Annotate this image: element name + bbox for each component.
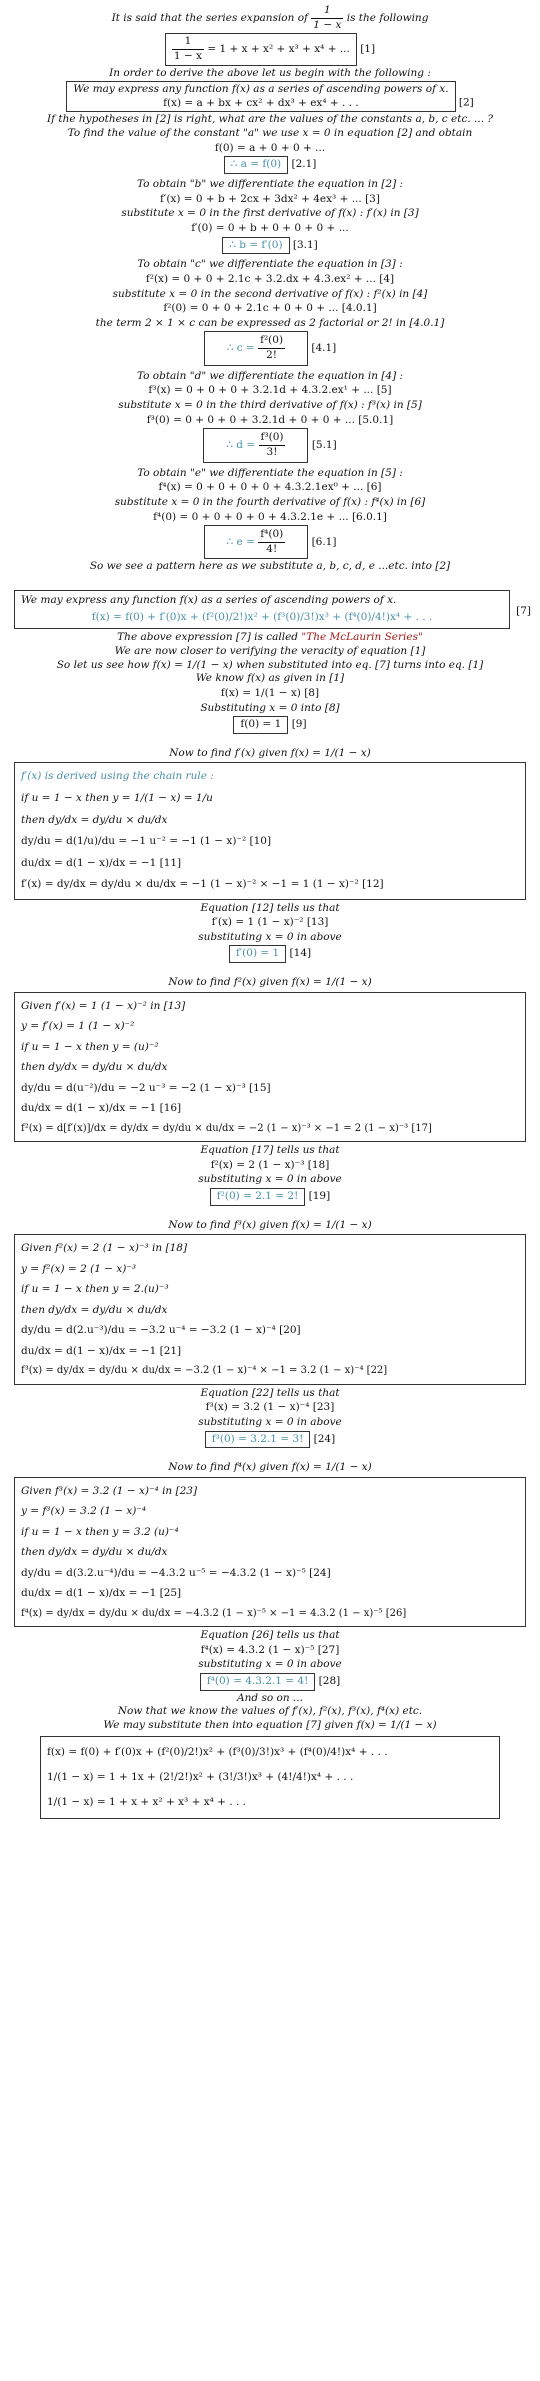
d1-b1: f′(x) is derived using the chain rule : <box>21 770 214 783</box>
e-line-1: f⁴(x) = 0 + 0 + 0 + 0 + 4.3.2.1ex⁰ + ... [6] <box>158 481 382 494</box>
frac-num: 1 <box>311 4 343 19</box>
d1-tag: [14] <box>289 947 312 960</box>
c-result-box <box>204 331 308 365</box>
d3-title: Now to find f³(x) given f(x) = 1/(1 − x) <box>168 1218 372 1231</box>
d-result-box <box>203 428 308 462</box>
c-fraction <box>258 334 285 362</box>
intro-fraction <box>311 4 343 32</box>
frac-den: 2! <box>266 349 278 362</box>
c-line-2: substitute x = 0 in the second derivative of f(x) : f²(x) in [4] <box>112 287 428 300</box>
maclaurin-title: "The McLaurin Series" <box>301 631 423 644</box>
d-line-3: f³(0) = 0 + 0 + 0 + 3.2.1d + 0 + 0 + ... [5.0.1] <box>146 413 394 426</box>
f0-box: f(0) = 1 <box>233 716 288 734</box>
frac-num: 1 <box>172 35 204 50</box>
final-l1: And so on ... <box>237 1691 303 1704</box>
d-result <box>10 428 530 462</box>
b-result <box>10 237 530 255</box>
intro-tail: is the following <box>346 12 429 25</box>
d2-b4: then dy/dx = dy/du × du/dx <box>21 1061 168 1074</box>
closer-line: We are now closer to verifying the veracity of equation [1] <box>114 644 426 657</box>
maclaurin-tag: [7] <box>516 605 531 618</box>
frac-den: 1 − x <box>173 49 202 62</box>
frac-den: 4! <box>266 542 278 555</box>
f0-result <box>10 716 530 734</box>
b-line-3: f′(0) = 0 + b + 0 + 0 + 0 + ... <box>191 221 349 234</box>
pattern-line: So we see a pattern here as we substitute a, b, c, d, e ...etc. into [2] <box>89 560 451 573</box>
called-text: The above expression [7] is called <box>117 631 299 644</box>
d3-b4: then dy/dx = dy/du × du/dx <box>21 1303 168 1316</box>
d-fraction <box>259 431 286 459</box>
d3-result-box: f³(0) = 3.2.1 = 3! <box>205 1431 311 1449</box>
d3-tag: [24] <box>313 1432 336 1445</box>
final-b1: f(x) = f(0) + f′(0)x + (f²(0)/2!)x² + (f³(0)/3!)x³ + (f⁴(0)/4!)x⁴ + . . . <box>47 1745 388 1758</box>
d4-b7: f⁴(x) = dy/dx = dy/du × du/dx = −4.3.2 (1 − x)⁻⁵ × −1 = 4.3.2 (1 − x)⁻⁵ [26] <box>21 1607 407 1619</box>
c-line-1: f²(x) = 0 + 0 + 2.1c + 3.2.dx + 4.3.ex² + ... [4] <box>145 272 395 285</box>
frac-num: f²(0) <box>258 334 285 349</box>
d-line-2: substitute x = 0 in the third derivative of f(x) : f³(x) in [5] <box>118 399 422 412</box>
d-line-1: f³(x) = 0 + 0 + 0 + 3.2.1d + 4.3.2.ex¹ + ... [5] <box>148 384 392 397</box>
d2-tag: [19] <box>308 1190 331 1202</box>
d2-b5: dy/du = d(u⁻²)/du = −2 u⁻³ = −2 (1 − x)⁻³ [15] <box>21 1081 271 1094</box>
d3-a3: substituting x = 0 in above <box>198 1415 342 1428</box>
d1-result <box>10 945 530 963</box>
f0-tag: [9] <box>291 718 307 731</box>
final-l2: Now that we know the values of f′(x), f²(x), f³(x), f⁴(x) etc. <box>117 1705 423 1718</box>
d-tag: [5.1] <box>311 439 337 452</box>
e-line-3: f⁴(0) = 0 + 0 + 0 + 0 + 4.3.2.1e + ... [6.0.1] <box>153 510 387 523</box>
d3-b5: dy/du = d(2.u⁻³)/du = −3.2 u⁻⁴ = −3.2 (1 − x)⁻⁴ [20] <box>21 1324 301 1337</box>
d4-b4: then dy/dx = dy/du × du/dx <box>21 1546 168 1559</box>
d4-a3: substituting x = 0 in above <box>198 1658 342 1671</box>
intro-text: It is said that the series expansion of <box>111 12 308 25</box>
d2-a1: Equation [17] tells us that <box>200 1144 340 1157</box>
d-lhs: ∴ d = <box>226 439 256 452</box>
hypothesis-2-box <box>66 81 455 112</box>
a-result-box: ∴ a = f(0) <box>224 156 289 174</box>
a-tag: [2.1] <box>291 158 317 171</box>
a-result <box>10 156 530 174</box>
maclaurin-box <box>14 590 531 629</box>
d-intro: To obtain "d" we differentiate the equation in [4] : <box>136 369 404 382</box>
d4-b1: Given f³(x) = 3.2 (1 − x)⁻⁴ in [23] <box>21 1484 198 1497</box>
fx-line: f(x) = 1/(1 − x) [8] <box>220 686 320 699</box>
d3-b6: du/dx = d(1 − x)/dx = −1 [21] <box>21 1344 182 1357</box>
d4-title: Now to find f⁴(x) given f(x) = 1/(1 − x) <box>168 1461 372 1474</box>
d1-a3: substituting x = 0 in above <box>198 930 342 943</box>
intro-line-4: To find the value of the constant "a" we use x = 0 in equation [2] and obtain <box>67 127 473 140</box>
d1-a2: f′(x) = 1 (1 − x)⁻² [13] <box>211 916 329 929</box>
e-lhs: ∴ e = <box>226 536 255 549</box>
e-result <box>10 525 530 559</box>
d4-b2: y = f³(x) = 3.2 (1 − x)⁻⁴ <box>21 1505 147 1518</box>
eq1-tag: [1] <box>360 43 376 56</box>
frac-num: f⁴(0) <box>258 528 285 543</box>
d1-b2: if u = 1 − x then y = 1/(1 − x) = 1/u <box>21 791 213 804</box>
d3-result <box>10 1431 530 1449</box>
b-intro: To obtain "b" we differentiate the equation in [2] : <box>136 178 404 191</box>
e-tag: [6.1] <box>311 536 337 549</box>
d2-a2: f²(x) = 2 (1 − x)⁻³ [18] <box>210 1158 330 1171</box>
d2-b2: y = f′(x) = 1 (1 − x)⁻² <box>21 1020 135 1033</box>
b-tag: [3.1] <box>292 238 318 251</box>
see-line: So let us see how f(x) = 1/(1 − x) when substituted into eq. [7] turns into eq. [1] <box>56 658 484 671</box>
d4-result <box>10 1673 530 1691</box>
e-fraction <box>258 528 285 556</box>
d4-b3: if u = 1 − x then y = 3.2 (u)⁻⁴ <box>21 1525 179 1538</box>
d3-b3: if u = 1 − x then y = 2.(u)⁻³ <box>21 1283 169 1296</box>
d3-box <box>14 1234 526 1384</box>
maclaurin-eq: f(x) = f(0) + f′(0)x + (f²(0)/2!)x² + (f³(0)/3!)x³ + (f⁴(0)/4!)x⁴ + . . . <box>91 610 433 623</box>
d4-a2: f⁴(x) = 4.3.2 (1 − x)⁻⁵ [27] <box>200 1643 340 1656</box>
d1-b6: f′(x) = dy/dx = dy/du × du/dx = −1 (1 − x)⁻² × −1 = 1 (1 − x)⁻² [12] <box>21 878 384 891</box>
intro-line-1 <box>10 4 530 32</box>
e-result-box <box>204 525 309 559</box>
intro-line-3: If the hypotheses in [2] is right, what are the values of the constants a, b, c etc. ... ? <box>47 113 493 126</box>
d4-a1: Equation [26] tells us that <box>200 1629 340 1642</box>
b-result-box: ∴ b = f′(0) <box>222 237 289 255</box>
maclaurin-text: We may express any function f(x) as a series of ascending powers of x. <box>21 594 397 607</box>
e-intro: To obtain "e" we differentiate the equation in [5] : <box>137 466 403 479</box>
frac-den: 3! <box>266 445 278 458</box>
d4-tag: [28] <box>318 1675 341 1688</box>
subst-line: Substituting x = 0 into [8] <box>200 701 340 714</box>
intro-line-2: In order to derive the above let us begin with the following : <box>109 66 431 79</box>
equation-1-box <box>165 33 357 65</box>
eq1-rhs: = 1 + x + x² + x³ + x⁴ + ... <box>207 43 350 56</box>
d2-b6: du/dx = d(1 − x)/dx = −1 [16] <box>21 1102 182 1115</box>
d2-b7: f²(x) = d[f′(x)]/dx = dy/dx = dy/du × du/dx = −2 (1 − x)⁻³ × −1 = 2 (1 − x)⁻³ [17] <box>21 1122 432 1134</box>
d2-b3: if u = 1 − x then y = (u)⁻² <box>21 1040 159 1053</box>
hypothesis-text: We may express any function f(x) as a series of ascending powers of x. <box>73 83 449 96</box>
eq1-fraction <box>172 35 204 63</box>
d4-b6: du/dx = d(1 − x)/dx = −1 [25] <box>21 1587 182 1600</box>
c-line-3: f²(0) = 0 + 0 + 2.1c + 0 + 0 + ... [4.0.1] <box>163 302 377 315</box>
d2-box <box>14 992 526 1142</box>
know-line: We know f(x) as given in [1] <box>195 672 345 685</box>
hypothesis-eq: f(x) = a + bx + cx² + dx³ + ex⁴ + . . . <box>163 96 359 109</box>
d3-a1: Equation [22] tells us that <box>200 1386 340 1399</box>
b-line-1: f′(x) = 0 + b + 2cx + 3dx² + 4ex³ + ... [3] <box>160 192 380 205</box>
d2-b1: Given f′(x) = 1 (1 − x)⁻² in [13] <box>21 999 186 1012</box>
frac-den: 1 − x <box>313 18 342 31</box>
c-line-4: the term 2 × 1 × c can be expressed as 2 factorial or 2! in [4.0.1] <box>95 316 445 329</box>
d2-result-box: f²(0) = 2.1 = 2! <box>210 1188 306 1206</box>
d1-b3: then dy/dx = dy/du × du/dx <box>21 813 168 826</box>
d4-b5: dy/du = d(3.2.u⁻⁴)/du = −4.3.2 u⁻⁵ = −4.3.2 (1 − x)⁻⁵ [24] <box>21 1566 331 1579</box>
d1-title: Now to find f′(x) given f(x) = 1/(1 − x) <box>169 746 371 759</box>
final-l3: We may substitute then into equation [7] given f(x) = 1/(1 − x) <box>103 1718 437 1731</box>
e-line-2: substitute x = 0 in the fourth derivative of f(x) : f⁴(x) in [6] <box>114 495 426 508</box>
hypothesis-2 <box>10 81 530 112</box>
c-lhs: ∴ c = <box>226 342 255 355</box>
d2-a3: substituting x = 0 in above <box>198 1173 342 1186</box>
final-box <box>40 1736 500 1820</box>
d1-box <box>14 762 526 899</box>
hypothesis-tag: [2] <box>458 96 474 109</box>
d3-b1: Given f²(x) = 2 (1 − x)⁻³ in [18] <box>21 1242 188 1255</box>
equation-1 <box>10 33 530 65</box>
c-intro: To obtain "c" we differentiate the equation in [3] : <box>137 258 403 271</box>
d3-b2: y = f²(x) = 2 (1 − x)⁻³ <box>21 1262 137 1275</box>
frac-num: f³(0) <box>259 431 286 446</box>
c-tag: [4.1] <box>311 342 337 355</box>
maclaurin-called <box>10 631 530 645</box>
final-b2: 1/(1 − x) = 1 + 1x + (2!/2!)x² + (3!/3!)x³ + (4!/4!)x⁴ + . . . <box>47 1770 354 1783</box>
d1-b4: dy/du = d(1/u)/du = −1 u⁻² = −1 (1 − x)⁻² [10] <box>21 835 272 848</box>
d1-a1: Equation [12] tells us that <box>200 901 340 914</box>
d3-b7: f³(x) = dy/dx = dy/du × du/dx = −3.2 (1 − x)⁻⁴ × −1 = 3.2 (1 − x)⁻⁴ [22] <box>21 1365 388 1377</box>
d1-b5: du/dx = d(1 − x)/dx = −1 [11] <box>21 856 182 869</box>
d4-box <box>14 1477 526 1627</box>
d3-a2: f³(x) = 3.2 (1 − x)⁻⁴ [23] <box>205 1401 335 1414</box>
c-result <box>10 331 530 365</box>
b-line-2: substitute x = 0 in the first derivative of f(x) : f′(x) in [3] <box>121 207 419 220</box>
a-line-1: f(0) = a + 0 + 0 + ... <box>214 141 326 154</box>
d1-result-box: f′(0) = 1 <box>229 945 286 963</box>
final-b3: 1/(1 − x) = 1 + x + x² + x³ + x⁴ + . . . <box>47 1795 247 1808</box>
d4-result-box: f⁴(0) = 4.3.2.1 = 4! <box>200 1673 316 1691</box>
d2-result <box>10 1188 530 1206</box>
d2-title: Now to find f²(x) given f(x) = 1/(1 − x) <box>168 976 372 989</box>
